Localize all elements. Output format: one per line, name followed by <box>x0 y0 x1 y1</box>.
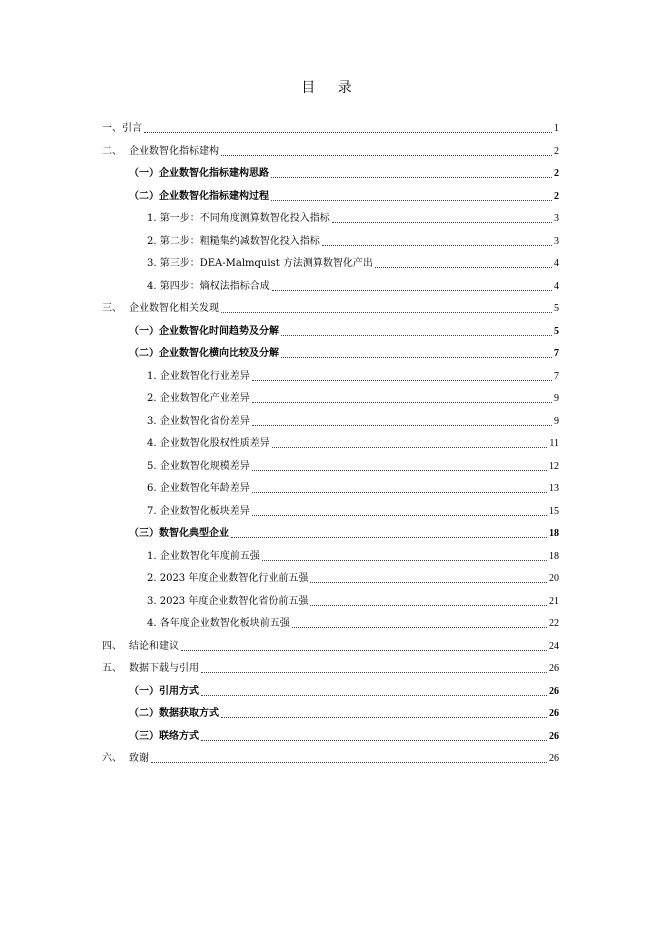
toc-dot-leader <box>281 357 552 358</box>
toc-entry[interactable] <box>147 210 559 226</box>
toc-entry-title: 一、引言 <box>102 123 142 134</box>
toc-page-number: 9 <box>554 393 559 404</box>
toc-entry[interactable] <box>102 660 559 676</box>
toc-entry[interactable] <box>129 188 559 204</box>
toc-entry[interactable] <box>129 705 559 721</box>
toc-dot-leader <box>271 200 552 201</box>
toc-page-number: 15 <box>549 505 559 517</box>
toc-page-number: 1 <box>554 123 559 134</box>
toc-page-number: 4 <box>554 258 559 269</box>
toc-entry[interactable] <box>102 143 559 159</box>
toc-page-number: 2 <box>554 168 559 179</box>
toc-page-number: 11 <box>549 438 559 449</box>
toc-page-number: 13 <box>549 483 559 494</box>
toc-dot-leader <box>144 132 552 133</box>
toc-dot-leader <box>272 290 552 291</box>
toc-entry[interactable] <box>102 120 559 136</box>
toc-entry-title: 6. 企业数智化年龄差异 <box>147 483 250 494</box>
toc-entry[interactable] <box>129 525 559 541</box>
toc-entry[interactable] <box>102 750 559 766</box>
toc-entry-number: 二、 <box>102 145 122 157</box>
toc-entry[interactable] <box>147 413 559 429</box>
toc-entry-title: （二）企业数智化指标建构过程 <box>129 190 269 202</box>
toc-page-number: 7 <box>554 348 559 359</box>
toc-page-number: 2 <box>554 190 559 202</box>
toc-page-number: 2 <box>554 145 559 157</box>
toc-entry-title: 4. 各年度企业数智化板块前五强 <box>147 618 290 629</box>
toc-page-number: 24 <box>549 640 559 652</box>
toc-dot-leader <box>201 695 547 696</box>
toc-page-number: 7 <box>554 370 559 382</box>
toc-dot-leader <box>252 402 552 403</box>
toc-entry-title: 2. 2023 年度企业数智化行业前五强 <box>147 573 309 584</box>
toc-entry[interactable] <box>147 368 559 384</box>
toc-page-number: 26 <box>549 730 559 742</box>
toc-dot-leader <box>262 560 547 561</box>
toc-entry[interactable] <box>147 503 559 519</box>
toc-entry-title: 企业数智化指标建构 <box>129 145 219 157</box>
toc-entry[interactable] <box>147 435 559 451</box>
toc-dot-leader <box>252 380 552 381</box>
toc-dot-leader <box>221 155 552 156</box>
toc-dot-leader <box>201 740 547 741</box>
toc-entry[interactable] <box>147 458 559 474</box>
toc-page-number: 26 <box>549 663 559 674</box>
toc-entry[interactable] <box>102 638 559 654</box>
toc-dot-leader <box>221 717 547 718</box>
toc-dot-leader <box>252 515 547 516</box>
toc-entry-number: 四、 <box>102 640 122 652</box>
toc-entry-title: 1. 企业数智化行业差异 <box>147 370 250 382</box>
toc-entry[interactable] <box>147 615 559 631</box>
toc-entry[interactable] <box>129 683 559 699</box>
toc-entry-title: （二）数据获取方式 <box>129 708 219 719</box>
toc-entry-title: 致谢 <box>129 753 149 764</box>
toc-page-number: 3 <box>554 213 559 224</box>
toc-entry-title: （一）企业数智化时间趋势及分解 <box>129 325 279 337</box>
toc-dot-leader <box>181 650 547 651</box>
toc-entry[interactable] <box>129 323 559 339</box>
toc-dot-leader <box>375 267 552 268</box>
toc-entry[interactable] <box>147 278 559 294</box>
toc-page-number: 21 <box>549 595 559 607</box>
toc-entry[interactable] <box>147 233 559 249</box>
toc-entry-title: 1. 企业数智化年度前五强 <box>147 550 260 562</box>
toc-entry[interactable] <box>129 165 559 181</box>
toc-entry-title: 3. 2023 年度企业数智化省份前五强 <box>147 595 309 607</box>
toc-entry[interactable] <box>147 480 559 496</box>
toc-entry-title: （二）企业数智化横向比较及分解 <box>129 348 279 359</box>
toc-entry-title: 数据下载与引用 <box>129 663 199 674</box>
toc-entry[interactable] <box>147 593 559 609</box>
toc-dot-leader <box>272 447 548 448</box>
toc-page-number: 12 <box>549 460 559 472</box>
toc-page-number: 18 <box>549 528 559 539</box>
toc-entry-number: 三、 <box>102 303 122 314</box>
toc-entry-title: 5. 企业数智化规模差异 <box>147 460 250 472</box>
toc-entry-title: （三）数智化典型企业 <box>129 528 229 539</box>
toc-dot-leader <box>252 492 547 493</box>
toc-entry-title: 3. 第三步：DEA-Malmquist 方法测算数智化产出 <box>147 258 373 269</box>
toc-dot-leader <box>310 605 547 606</box>
toc-dot-leader <box>271 177 552 178</box>
toc-entry-title: 2. 第二步：粗糙集约减数智化投入指标 <box>147 235 320 247</box>
toc-dot-leader <box>231 537 547 538</box>
toc-entry-title: 2. 企业数智化产业差异 <box>147 393 250 404</box>
toc-page-number: 4 <box>554 280 559 292</box>
toc-entry[interactable] <box>129 345 559 361</box>
toc-entry[interactable] <box>147 548 559 564</box>
toc-entry-title: （一）引用方式 <box>129 685 199 697</box>
toc-dot-leader <box>292 627 547 628</box>
toc-page-number: 5 <box>554 303 559 314</box>
toc-dot-leader <box>221 312 552 313</box>
toc-dot-leader <box>201 672 547 673</box>
toc-entry[interactable] <box>147 255 559 271</box>
toc-dot-leader <box>252 425 552 426</box>
toc-entry-title: 4. 企业数智化股权性质差异 <box>147 438 270 449</box>
toc-entry-title: 3. 企业数智化省份差异 <box>147 415 250 427</box>
toc-entry-title: （三）联络方式 <box>129 730 199 742</box>
toc-entry-title: （一）企业数智化指标建构思路 <box>129 168 269 179</box>
toc-page-number: 9 <box>554 415 559 427</box>
page-title: 目 录 <box>301 80 361 96</box>
toc-entry-number: 五、 <box>102 663 122 674</box>
toc-entry-title: 1. 第一步：不同角度测算数智化投入指标 <box>147 213 330 224</box>
toc-dot-leader <box>151 762 547 763</box>
toc-dot-leader <box>281 335 552 336</box>
toc-page-number: 26 <box>549 753 559 764</box>
toc-entry-title: 7. 企业数智化板块差异 <box>147 505 250 517</box>
toc-page-number: 3 <box>554 235 559 247</box>
toc-entry-title: 结论和建议 <box>129 640 179 652</box>
toc-page-number: 5 <box>554 325 559 337</box>
toc-dot-leader <box>252 470 547 471</box>
toc-entry-title: 4. 第四步：熵权法指标合成 <box>147 280 270 292</box>
toc-dot-leader <box>310 582 547 583</box>
toc-entry[interactable] <box>147 390 559 406</box>
toc-entry-number: 六、 <box>102 753 122 764</box>
toc-entry[interactable] <box>102 300 559 316</box>
toc-entry[interactable] <box>147 570 559 586</box>
toc-page-number: 26 <box>549 685 559 697</box>
toc-entry[interactable] <box>129 728 559 744</box>
toc-page-number: 20 <box>549 573 559 584</box>
toc-page-number: 22 <box>549 618 559 629</box>
toc-dot-leader <box>322 245 552 246</box>
toc-page-number: 18 <box>549 550 559 562</box>
toc-entry-title: 企业数智化相关发现 <box>129 303 219 314</box>
toc-dot-leader <box>332 222 552 223</box>
toc-page-number: 26 <box>549 708 559 719</box>
